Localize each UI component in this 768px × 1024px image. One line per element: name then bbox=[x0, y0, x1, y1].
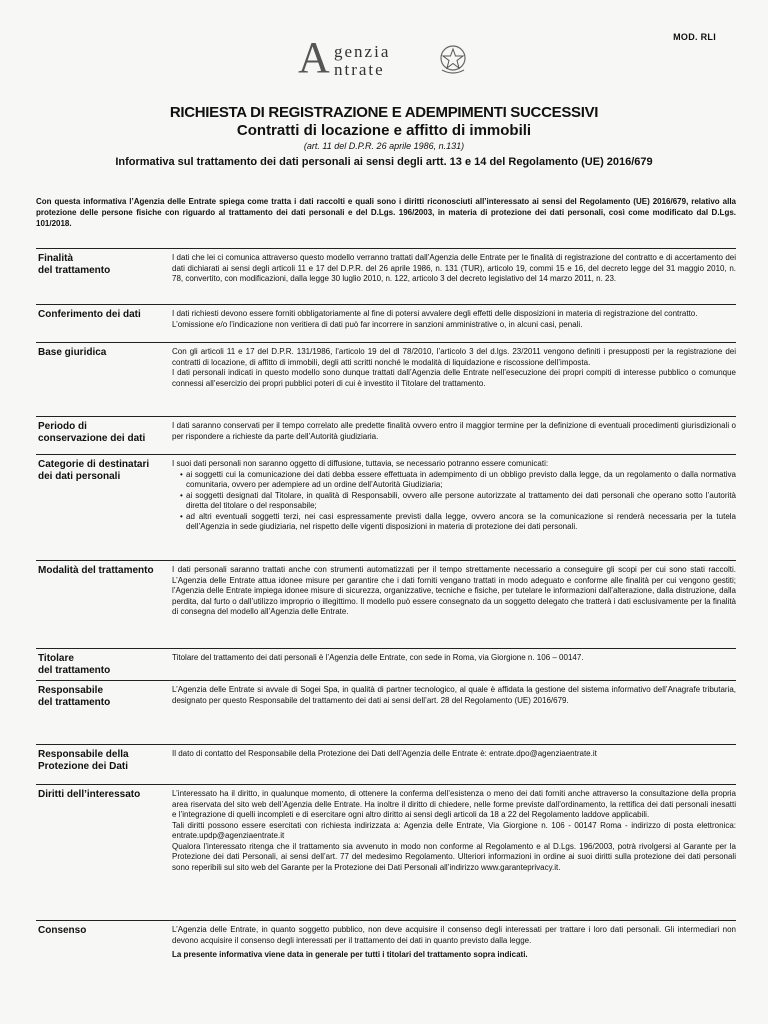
logo-line-2: ntrate bbox=[334, 60, 385, 79]
republic-emblem-icon bbox=[438, 42, 468, 76]
section-label: Consenso bbox=[38, 925, 87, 936]
section-label: Base giuridica bbox=[38, 347, 107, 358]
section-content bbox=[168, 305, 736, 342]
intro-paragraph: Con questa informativa l’Agenzia delle Entrate spiega come tratta i dati raccolti e quali sono i diritti riconosciuti all’interessato ai sensi del Regolamento (UE) 2016/679, relativo alla protezione delle persone fisiche con riguardo al trattamento dei dati personali e del D.Lgs. 196/2003, in materia di protezione dei dati personali, così come modificato dal D.Lgs. 101/2018. bbox=[36, 197, 736, 228]
section-responsabile-della-protezione-dei-dati bbox=[36, 744, 736, 784]
form-code: MOD. RLI bbox=[673, 32, 716, 42]
document-titles bbox=[0, 104, 768, 170]
section-finalita-del-trattamento bbox=[36, 248, 736, 304]
section-content bbox=[168, 343, 736, 416]
section-paragraph: I dati personali indicati in questo modello sono dunque trattati dall’Agenzia delle Entrate nell’esecuzione dei propri compiti di interesse pubblico o comunque connessi all’esercizio dei propri pubblici poteri di cui è investito il Titolare del trattamento. bbox=[172, 368, 736, 388]
list-item: • ai soggetti designati dal Titolare, in qualità di Responsabili, ovvero alle persone autorizzate al trattamento dei dati personali che operano sotto l’autorità diretta del titolare o del responsabile; bbox=[180, 491, 736, 512]
section-label: Periodo di conservazione dei dati bbox=[38, 421, 146, 444]
section-content bbox=[168, 745, 736, 784]
list-item: • ai soggetti cui la comunicazione dei dati debba essere effettuata in adempimento di un obbligo previsto dalla legge, da un regolamento o dalla normativa comunitaria, ovvero per adempiere ad un ordine dell’Autorità Giudiziaria; bbox=[180, 470, 736, 491]
section-content bbox=[168, 417, 736, 454]
legal-reference: (art. 11 del D.P.R. 26 aprile 1986, n.131) bbox=[303, 141, 465, 151]
bullet-list bbox=[172, 470, 736, 533]
section-paragraph: Il dato di contatto del Responsabile della Protezione dei Dati dell’Agenzia delle Entrate è: entrate.dpo@agenziaentrate.it bbox=[172, 749, 597, 758]
section-paragraph: I dati richiesti devono essere forniti obbligatoriamente al fine di potersi avvalere degli effetti delle disposizioni in materia di registrazione del contratto. bbox=[172, 309, 698, 318]
section-label: Responsabile del trattamento bbox=[38, 685, 111, 708]
section-paragraph: L’interessato ha il diritto, in qualunque momento, di ottenere la conferma dell’esistenza o meno dei dati forniti anche attraverso la consultazione della propria area riservata del sito web dell’Agenzia delle Entrate. Ha inoltre il diritto di chiedere, nelle forme previste dall’ordinamento, la rettifica dei dati personali inesatti e l’integrazione di quelli incompleti e di esercitare ogni altro diritto ai sensi degli articoli da 18 a 22 del Regolamento laddove applicabili. bbox=[172, 789, 736, 819]
section-label: Responsabile della Protezione dei Dati bbox=[38, 749, 129, 772]
section-conferimento-dei-dati bbox=[36, 304, 736, 342]
section-paragraph: I dati che lei ci comunica attraverso questo modello verranno trattati dall’Agenzia delle Entrate per le finalità di registrazione del contratto e di accertamento dei dati dichiarati ai sensi degli articoli 11 e 17 del D.P.R. del 26 aprile 1986, n. 131 (TUR), articolo 19, commi 15 e 16, del decreto legge del 31 maggio 2010, n. 78, convertito, con modificazioni, dalla legge 30 luglio 2010, n. 122, articolo 3 del decreto legislativo del 14 marzo 2011, n. 23. bbox=[172, 253, 736, 283]
info-table bbox=[36, 248, 736, 961]
section-paragraph: Tali diritti possono essere esercitati con richiesta indirizzata a: Agenzia delle Entrate, Via Giorgione n. 106 - 00147 Roma - indirizzo di posta elettronica: entrate.updp@agenziaentrate.it bbox=[172, 820, 736, 840]
section-modalita-del-trattamento bbox=[36, 560, 736, 648]
section-label: Titolare del trattamento bbox=[38, 653, 111, 676]
section-diritti-dell-interessato bbox=[36, 784, 736, 920]
section-content bbox=[168, 455, 736, 560]
section-label: Categorie di destinatari dei dati personali bbox=[38, 459, 150, 482]
section-paragraph: L’Agenzia delle Entrate, in quanto soggetto pubblico, non deve acquisire il consenso degli interessati per trattare i loro dati personali. Gli intermediari non devono acquisire il consenso degli interessati per il trattamento dei dati in quanto previsto dalla legge. bbox=[172, 925, 736, 945]
section-consenso bbox=[36, 920, 736, 961]
list-item: • ad altri eventuali soggetti terzi, nei casi espressamente previsti dalla legge, ovvero ancora se la comunicazione si renderà necessaria per la tutela dell’Agenzia in sede giudiziaria, nel rispetto delle vigenti disposizioni in materia di protezione dei dati personali. bbox=[180, 512, 736, 533]
section-label: Finalità del trattamento bbox=[38, 253, 111, 276]
section-content bbox=[168, 649, 736, 680]
section-content bbox=[168, 561, 736, 648]
agenzia-entrate-logo bbox=[298, 33, 474, 86]
section-paragraph: L’omissione e/o l’indicazione non veritiera di dati può far incorrere in sanzioni amministrative o, in alcuni casi, penali. bbox=[172, 319, 583, 329]
logo-line-1: genzia bbox=[334, 42, 391, 61]
section-paragraph: I suoi dati personali non saranno oggetto di diffusione, tuttavia, se necessario potranno essere comunicati: bbox=[172, 459, 549, 468]
main-title: RICHIESTA DI REGISTRAZIONE E ADEMPIMENTI SUCCESSIVI bbox=[169, 104, 599, 121]
informativa-title: Informativa sul trattamento dei dati personali ai sensi degli artt. 13 e 14 del Regolamento (UE) 2016/679 bbox=[115, 156, 653, 168]
section-content bbox=[168, 249, 736, 304]
section-titolare-del-trattamento bbox=[36, 648, 736, 680]
section-categorie-di-destinatari-dei-dati-personali bbox=[36, 454, 736, 560]
subtitle: Contratti di locazione e affitto di immobili bbox=[236, 122, 532, 139]
section-base-giuridica bbox=[36, 342, 736, 416]
section-label: Modalità del trattamento bbox=[38, 565, 154, 576]
section-paragraph: Con gli articoli 11 e 17 del D.P.R. 131/1986, l’articolo 19 del dl 78/2010, l’articolo 3 del d.lgs. 23/2011 vengono definiti i presupposti per la registrazione dei contratti di locazione, di affitto di immobili, degli atti scritti nonché le modalità di liquidazione e riscossione dell’imposta. bbox=[172, 347, 736, 367]
section-content bbox=[168, 785, 736, 920]
section-paragraph: Titolare del trattamento dei dati personali è l’Agenzia delle Entrate, con sede in Roma, via Giorgione n. 106 – 00147. bbox=[172, 653, 584, 662]
section-responsabile-del-trattamento bbox=[36, 680, 736, 744]
section-label: Diritti dell’interessato bbox=[38, 789, 141, 800]
section-paragraph: Qualora l’interessato ritenga che il trattamento sia avvenuto in modo non conforme al Regolamento e al D.Lgs. 196/2003, potrà rivolgersi al Garante per la Protezione dei dati Personali, ai sensi dell’art. 77 del medesimo Regolamento. Ulteriori informazioni in ordine ai suoi diritti sulla protezione dei dati personali sono reperibili sul sito web del Garante per la Protezione dei Dati Personali all’indirizzo www.garanteprivacy.it. bbox=[172, 841, 736, 872]
section-paragraph: I dati saranno conservati per il tempo correlato alle predette finalità ovvero entro il maggior termine per la definizione di eventuali procedimenti giurisdizionali o per rispondere a richieste da parte dell’Autorità giudiziaria. bbox=[172, 421, 736, 441]
logo-initial: A bbox=[298, 33, 330, 82]
section-paragraph: I dati personali saranno trattati anche con strumenti automatizzati per il tempo strettamente necessario a conseguire gli scopi per cui sono stati raccolti. L’Agenzia delle Entrate attua idonee misure per garantire che i dati forniti vengano trattati in modo adeguato e conforme alle finalità per cui vengono gestiti; l’Agenzia delle Entrate impiega idonee misure di sicurezza, organizzative, tecniche e fisiche, per tutelare le informazioni dall’alterazione, dalla distruzione, dalla perdita, dal furto o dall’utilizzo improprio o illegittimo. Il modello può essere consegnato da un soggetto delegato che tratterà i dati esclusivamente per la finalità di consegna del modello all’Agenzia delle Entrate. bbox=[172, 565, 736, 616]
section-paragraph: L’Agenzia delle Entrate si avvale di Sogei Spa, in qualità di partner tecnologico, al quale è affidata la gestione del sistema informativo dell’Anagrafe tributaria, designato per questo Responsabile del trattamento dei dati ai sensi dell’art. 28 del Regolamento (UE) 2016/679. bbox=[172, 685, 736, 705]
section-content bbox=[168, 681, 736, 744]
closing-statement: La presente informativa viene data in generale per tutti i titolari del trattamento sopra indicati. bbox=[172, 950, 528, 959]
section-content bbox=[168, 921, 736, 961]
section-label: Conferimento dei dati bbox=[38, 309, 141, 320]
section-periodo-di-conservazione-dei-dati bbox=[36, 416, 736, 454]
